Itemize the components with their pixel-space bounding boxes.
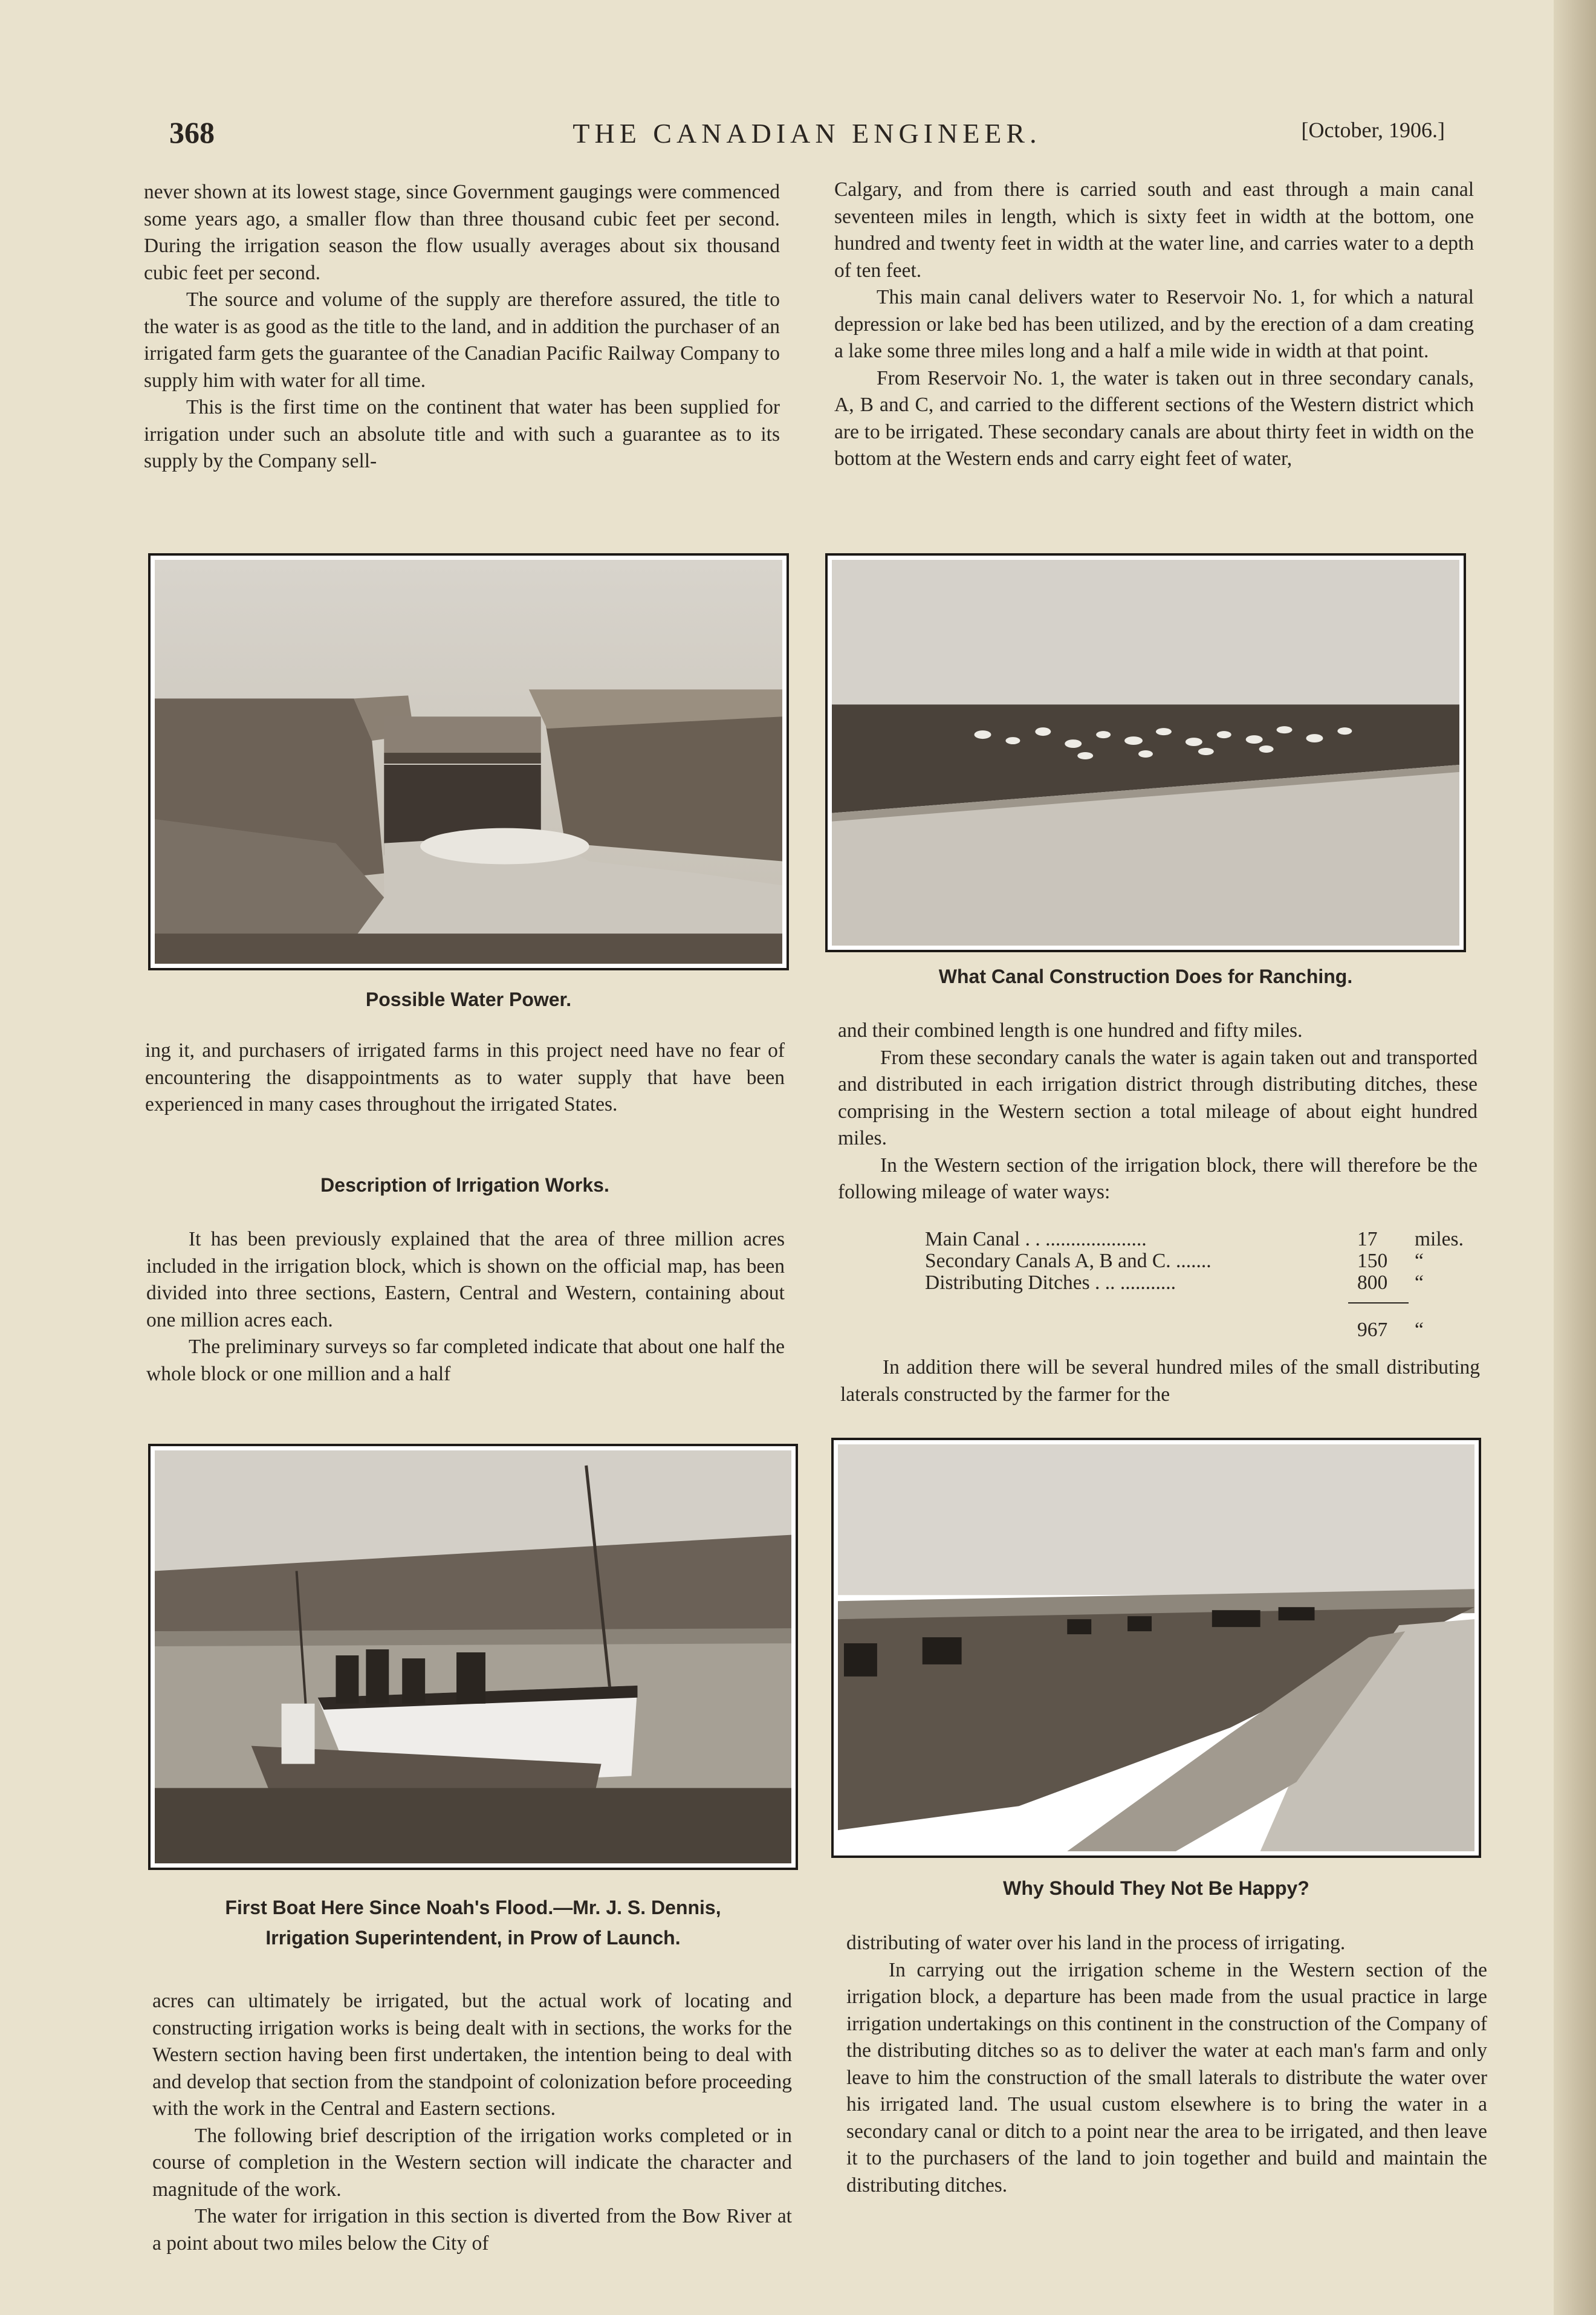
photo-water-power: [148, 553, 789, 970]
mileage-total-row: [925, 1319, 1469, 1341]
mileage-label: Secondary Canals A, B and C. .......: [925, 1250, 1212, 1272]
paragraph: and their combined length is one hundred and fifty miles.: [838, 1019, 1303, 1042]
paragraph: From Reservoir No. 1, the water is taken out in three secondary canals, A, B and C, and carried to the different sections of the Western district which are to be irrigated. These secondary canals are about thirty feet in width on the bottom at the Western ends and carry eight feet of water,: [834, 366, 1474, 470]
paragraph: This is the first time on the continent that water has been supplied for irrigation under such an absolute title and with such a guarantee as to its supply by the Company sell-: [144, 396, 780, 472]
right-column-middle-2: [840, 1354, 1480, 1408]
left-column-middle: [145, 1037, 785, 1119]
paragraph: ing it, and purchasers of irrigated farms in this project need have no fear of encountering the disappointments as to water supply that have been experienced in many cases throughout the irrigated States.: [145, 1039, 785, 1115]
caption-line: Irrigation Superintendent, in Prow of Launch.: [265, 1927, 681, 1949]
paragraph: In the Western section of the irrigation block, there will therefore be the following mileage of water ways:: [838, 1154, 1478, 1203]
mileage-label: Distributing Ditches . .. ...........: [925, 1271, 1176, 1294]
paragraph: This main canal delivers water to Reservoir No. 1, for which a natural depression or lake bed has been utilized, and by the erection of a dam creating a lake some three miles long and a half a mile wide in width at that point.: [834, 286, 1474, 362]
paragraph: In addition there will be several hundred miles of the small distributing laterals constructed by the farmer for the: [840, 1356, 1480, 1406]
caption-first-boat: [148, 1892, 798, 1953]
page-number: 368: [169, 115, 215, 149]
caption-ranching: What Canal Construction Does for Ranching.: [938, 966, 1353, 987]
right-column-top: [834, 177, 1474, 473]
mileage-label: Main Canal . . ....................: [925, 1228, 1147, 1250]
left-column-middle-2: [146, 1226, 785, 1388]
mileage-value: 800: [1357, 1271, 1388, 1294]
paragraph: Calgary, and from there is carried south and east through a main canal seventeen miles in length, which is sixty feet in width at the bottom, one hundred and twenty feet in width at the water line, and carries water to a depth of ten feet.: [834, 178, 1474, 282]
photo-ranching: [825, 553, 1466, 952]
paragraph: It has been previously explained that the area of three million acres included in the irrigation block, which is shown on the official map, has been divided into three sections, Eastern, Central and Western, containing about one million acres each.: [146, 1228, 785, 1331]
weir-structure-image: [155, 560, 782, 964]
boat-launch-image: [155, 1450, 791, 1863]
mileage-total-value: 967: [1357, 1319, 1388, 1341]
photo-first-boat: [148, 1444, 798, 1870]
mileage-value: 17: [1357, 1228, 1378, 1250]
page-header: [169, 115, 1445, 163]
mileage-value: 150: [1357, 1250, 1388, 1272]
paragraph: In carrying out the irrigation scheme in the Western section of the irrigation block, a departure has been made from the usual practice in large irrigation undertakings on this continent in the construction of the Company of the distributing ditches so as to deliver the water at each man's farm and only leave to him the construction of the small laterals to distribute the water over his irrigated land. The usual custom elsewhere is to bring the water in a secondary canal or ditch to a point near the area to be irrigated, and then leave it to the purchasers of the land to join together and build and maintain the distributing ditches.: [846, 1958, 1487, 2196]
paragraph: The source and volume of the supply are therefore assured, the title to the water is as good as the title to the land, and in addition the purchaser of an irrigated farm gets the guarantee of the Canadian Pacific Railway Company to supply him with water for all time.: [144, 288, 780, 392]
caption-water-power: Possible Water Power.: [365, 989, 572, 1010]
mileage-total-unit: “: [1415, 1319, 1424, 1341]
right-column-middle: [838, 1018, 1478, 1206]
mileage-unit: “: [1415, 1250, 1424, 1272]
paragraph: never shown at its lowest stage, since Government gaugings were commenced some years ago, a smaller flow than three thousand cubic feet per second. During the irrigation season the flow usually averages about six thousand cubic feet per second.: [144, 181, 780, 284]
mileage-row: [925, 1272, 1469, 1294]
paragraph: From these secondary canals the water is again taken out and transported and distributed in each irrigation district through distributing ditches, these comprising in the Western section a total mileage of about eight hundred miles.: [838, 1046, 1478, 1149]
caption-line: First Boat Here Since Noah's Flood.—Mr. J. S. Dennis,: [225, 1897, 721, 1918]
mileage-unit: miles.: [1415, 1228, 1464, 1250]
page-edge-shadow: [1554, 0, 1596, 2315]
paragraph: The preliminary surveys so far completed indicate that about one half the whole block or one million and a half: [146, 1336, 785, 1385]
mileage-row: [925, 1250, 1469, 1272]
photo-cattle-canal: [831, 1438, 1481, 1858]
journal-title: THE CANADIAN ENGINEER.: [573, 118, 1042, 149]
mileage-unit: “: [1415, 1271, 1424, 1294]
paragraph: distributing of water over his land in the process of irrigating.: [846, 1932, 1346, 1954]
total-rule: [1348, 1302, 1409, 1304]
cattle-canal-image: [838, 1444, 1474, 1851]
left-column-bottom: [152, 1988, 792, 2257]
caption-cattle-canal: Why Should They Not Be Happy?: [1003, 1877, 1309, 1899]
left-column-top: [144, 179, 780, 475]
issue-date: [October, 1906.]: [1301, 118, 1445, 142]
mileage-row: [925, 1229, 1469, 1250]
canal-sheep-image: [832, 560, 1459, 946]
paragraph: The following brief description of the irrigation works completed or in course of completion in the Western section will indicate the character and magnitude of the work.: [152, 2124, 792, 2201]
paragraph: The water for irrigation in this section is diverted from the Bow River at a point about two miles below the City of: [152, 2205, 792, 2255]
mileage-table: [925, 1228, 1469, 1341]
paragraph: acres can ultimately be irrigated, but the actual work of locating and constructing irrigation works is being dealt with in sections, the works for the Western section having been first undertaken, the intention being to deal with and develop that section from the standpoint of colonization before proceeding with the work in the Central and Eastern sections.: [152, 1990, 792, 2120]
section-heading: Description of Irrigation Works.: [320, 1174, 609, 1196]
right-column-bottom: [846, 1930, 1487, 2199]
